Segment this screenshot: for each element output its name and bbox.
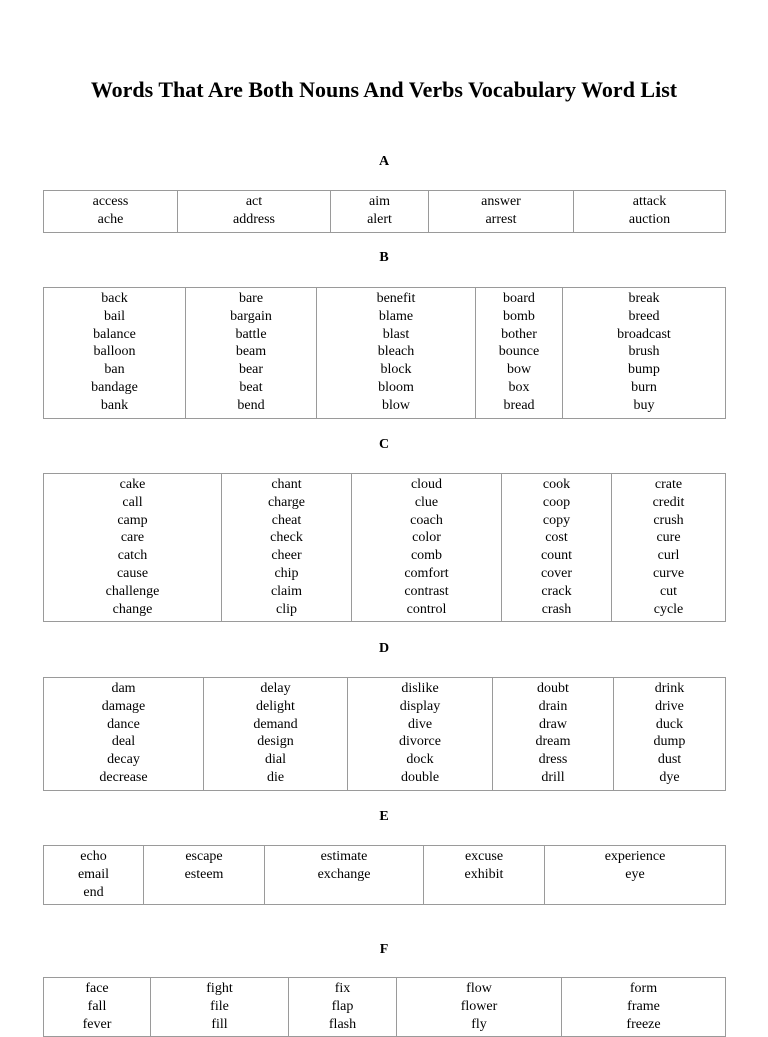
word-column bbox=[151, 978, 289, 1037]
word: catch bbox=[117, 548, 148, 564]
word: dislike bbox=[401, 681, 439, 696]
word: curve bbox=[652, 565, 685, 581]
word: board bbox=[503, 291, 535, 306]
word: attack bbox=[632, 194, 667, 209]
word: bare bbox=[238, 291, 264, 306]
word: claim bbox=[270, 583, 303, 599]
word: bleach bbox=[377, 344, 415, 360]
word: dance bbox=[107, 716, 140, 732]
word: dive bbox=[407, 716, 433, 732]
word: back bbox=[101, 291, 128, 306]
word: bargain bbox=[230, 308, 272, 324]
word: fill bbox=[211, 1016, 228, 1032]
word: answer bbox=[481, 194, 521, 209]
word: bump bbox=[628, 362, 660, 378]
word: double bbox=[400, 769, 440, 785]
word-column bbox=[348, 678, 493, 791]
word: exchange bbox=[317, 866, 371, 882]
word-column bbox=[44, 288, 186, 419]
word: cheat bbox=[271, 512, 302, 528]
word: bloom bbox=[378, 379, 414, 395]
word: dust bbox=[657, 752, 682, 768]
word-column bbox=[563, 288, 726, 419]
word: doubt bbox=[537, 681, 569, 696]
word: check bbox=[270, 530, 303, 546]
word-column bbox=[612, 474, 726, 622]
word: broadcast bbox=[617, 326, 671, 342]
word: care bbox=[120, 530, 145, 546]
word: call bbox=[122, 494, 143, 510]
word: beam bbox=[235, 344, 267, 360]
word: file bbox=[210, 998, 229, 1014]
word-table-a bbox=[43, 190, 726, 233]
word: demand bbox=[253, 716, 298, 732]
word: challenge bbox=[105, 583, 160, 599]
word: auction bbox=[628, 211, 671, 227]
word: decay bbox=[107, 752, 140, 768]
word: dress bbox=[538, 752, 568, 768]
word: bend bbox=[237, 397, 265, 413]
word-table-f bbox=[43, 977, 726, 1037]
word-column bbox=[222, 474, 352, 622]
word: bread bbox=[503, 397, 535, 413]
word-column bbox=[265, 846, 424, 905]
word: contrast bbox=[404, 583, 449, 599]
word: act bbox=[245, 194, 263, 209]
word: display bbox=[399, 698, 441, 714]
word-table-b bbox=[43, 287, 726, 419]
word-column bbox=[44, 978, 151, 1037]
word: estimate bbox=[320, 849, 368, 864]
word: eye bbox=[625, 866, 645, 882]
word: blame bbox=[378, 308, 414, 324]
word: dock bbox=[406, 752, 434, 768]
word-column bbox=[44, 191, 178, 233]
word-column bbox=[178, 191, 331, 233]
word: end bbox=[83, 884, 104, 900]
word: drill bbox=[541, 769, 565, 785]
section-letter-d: D bbox=[378, 641, 390, 656]
word: bomb bbox=[503, 308, 535, 324]
word: bail bbox=[104, 308, 125, 324]
word: chant bbox=[271, 477, 302, 492]
word: brush bbox=[628, 344, 660, 360]
word: count bbox=[540, 548, 573, 564]
word: delight bbox=[256, 698, 295, 714]
word: copy bbox=[542, 512, 571, 528]
word: exhibit bbox=[464, 866, 504, 882]
word: charge bbox=[267, 494, 306, 510]
word: coach bbox=[410, 512, 443, 528]
section-letter-e: E bbox=[379, 809, 389, 824]
word: dial bbox=[265, 752, 286, 768]
word: damage bbox=[101, 698, 146, 714]
word-table-c bbox=[43, 473, 726, 622]
word-column bbox=[44, 846, 144, 905]
word: form bbox=[629, 981, 658, 996]
word: control bbox=[406, 601, 447, 617]
word-column bbox=[574, 191, 726, 233]
word: credit bbox=[652, 494, 685, 510]
word: email bbox=[77, 866, 110, 882]
word: bear bbox=[238, 362, 264, 378]
word: drive bbox=[655, 698, 684, 714]
word: cause bbox=[116, 565, 149, 581]
word: crash bbox=[541, 601, 572, 617]
word: break bbox=[628, 291, 660, 306]
word: cloud bbox=[410, 477, 443, 492]
word-column bbox=[186, 288, 317, 419]
word: crate bbox=[654, 477, 683, 492]
word: arrest bbox=[485, 211, 517, 227]
word: beat bbox=[239, 379, 263, 395]
word-column bbox=[204, 678, 348, 791]
word: esteem bbox=[184, 866, 224, 882]
word-column bbox=[429, 191, 574, 233]
word: fight bbox=[206, 981, 233, 996]
word: cut bbox=[659, 583, 678, 599]
word: excuse bbox=[464, 849, 504, 864]
word-column bbox=[44, 474, 222, 622]
section-letter-f: F bbox=[379, 942, 389, 957]
word: flower bbox=[460, 998, 498, 1014]
word: cheer bbox=[271, 548, 302, 564]
word-column bbox=[331, 191, 429, 233]
word: escape bbox=[185, 849, 223, 864]
word-table-d bbox=[43, 677, 726, 791]
word: dream bbox=[535, 734, 571, 750]
word: comb bbox=[410, 548, 443, 564]
word: buy bbox=[633, 397, 655, 413]
word: face bbox=[85, 981, 109, 996]
word: camp bbox=[117, 512, 148, 528]
word: fever bbox=[82, 1016, 112, 1032]
word: freeze bbox=[626, 1016, 661, 1032]
word: deal bbox=[111, 734, 136, 750]
word: cycle bbox=[653, 601, 684, 617]
word-column bbox=[493, 678, 614, 791]
word: bother bbox=[501, 326, 537, 342]
word: comfort bbox=[404, 565, 449, 581]
word: ban bbox=[104, 362, 125, 378]
section-letter-b: B bbox=[379, 250, 389, 265]
word: battle bbox=[235, 326, 267, 342]
word: echo bbox=[80, 849, 107, 864]
word: bounce bbox=[498, 344, 540, 360]
word: cure bbox=[656, 530, 681, 546]
word-column bbox=[317, 288, 476, 419]
word: fly bbox=[471, 1016, 487, 1032]
word: frame bbox=[627, 998, 660, 1014]
word: flash bbox=[328, 1016, 357, 1032]
word: block bbox=[380, 362, 412, 378]
word: drain bbox=[538, 698, 568, 714]
word: fall bbox=[87, 998, 107, 1014]
word-table-e bbox=[43, 845, 726, 905]
section-letter-c: C bbox=[378, 437, 390, 452]
word: curl bbox=[657, 548, 680, 564]
word-column bbox=[289, 978, 397, 1037]
word: fix bbox=[334, 981, 351, 996]
word: die bbox=[266, 769, 285, 785]
word: change bbox=[112, 601, 153, 617]
word: aim bbox=[369, 194, 390, 209]
word: ache bbox=[97, 211, 124, 227]
word: draw bbox=[539, 716, 567, 732]
word: chip bbox=[274, 565, 299, 581]
word: balloon bbox=[93, 344, 136, 360]
word: balance bbox=[93, 326, 136, 342]
word: drink bbox=[654, 681, 685, 696]
word: crack bbox=[541, 583, 572, 599]
word: bow bbox=[506, 362, 532, 378]
word-column bbox=[476, 288, 563, 419]
word-column bbox=[397, 978, 562, 1037]
word: access bbox=[92, 194, 129, 209]
word-column bbox=[502, 474, 612, 622]
word-column bbox=[144, 846, 265, 905]
word: bank bbox=[100, 397, 129, 413]
word-column bbox=[614, 678, 726, 791]
page-title: Words That Are Both Nouns And Verbs Vocabulary Word List bbox=[90, 77, 678, 102]
word: breed bbox=[628, 308, 660, 324]
word: dam bbox=[111, 681, 136, 696]
word: decrease bbox=[99, 769, 148, 785]
word: clue bbox=[414, 494, 439, 510]
word: dump bbox=[653, 734, 686, 750]
word-column bbox=[545, 846, 726, 905]
word: benefit bbox=[376, 291, 416, 306]
word: cost bbox=[545, 530, 568, 546]
word: burn bbox=[631, 379, 657, 395]
word: crush bbox=[653, 512, 684, 528]
word: experience bbox=[604, 849, 666, 864]
word: cover bbox=[540, 565, 573, 581]
word: address bbox=[233, 211, 275, 227]
word-column bbox=[424, 846, 545, 905]
word: blast bbox=[382, 326, 410, 342]
word-column bbox=[44, 678, 204, 791]
word: blow bbox=[382, 397, 410, 413]
word: delay bbox=[260, 681, 291, 696]
word-column bbox=[562, 978, 726, 1037]
word: dye bbox=[659, 769, 680, 785]
word-column bbox=[352, 474, 502, 622]
word: alert bbox=[367, 211, 392, 227]
word: flap bbox=[331, 998, 354, 1014]
word: cook bbox=[542, 477, 571, 492]
word: bandage bbox=[91, 379, 138, 395]
section-letter-a: A bbox=[378, 154, 390, 169]
word: color bbox=[412, 530, 441, 546]
word: divorce bbox=[399, 734, 441, 750]
word: clip bbox=[276, 601, 297, 617]
word: flow bbox=[466, 981, 492, 996]
word: coop bbox=[542, 494, 571, 510]
word: cake bbox=[119, 477, 146, 492]
word: duck bbox=[655, 716, 684, 732]
word: design bbox=[257, 734, 294, 750]
word: box bbox=[508, 379, 530, 395]
